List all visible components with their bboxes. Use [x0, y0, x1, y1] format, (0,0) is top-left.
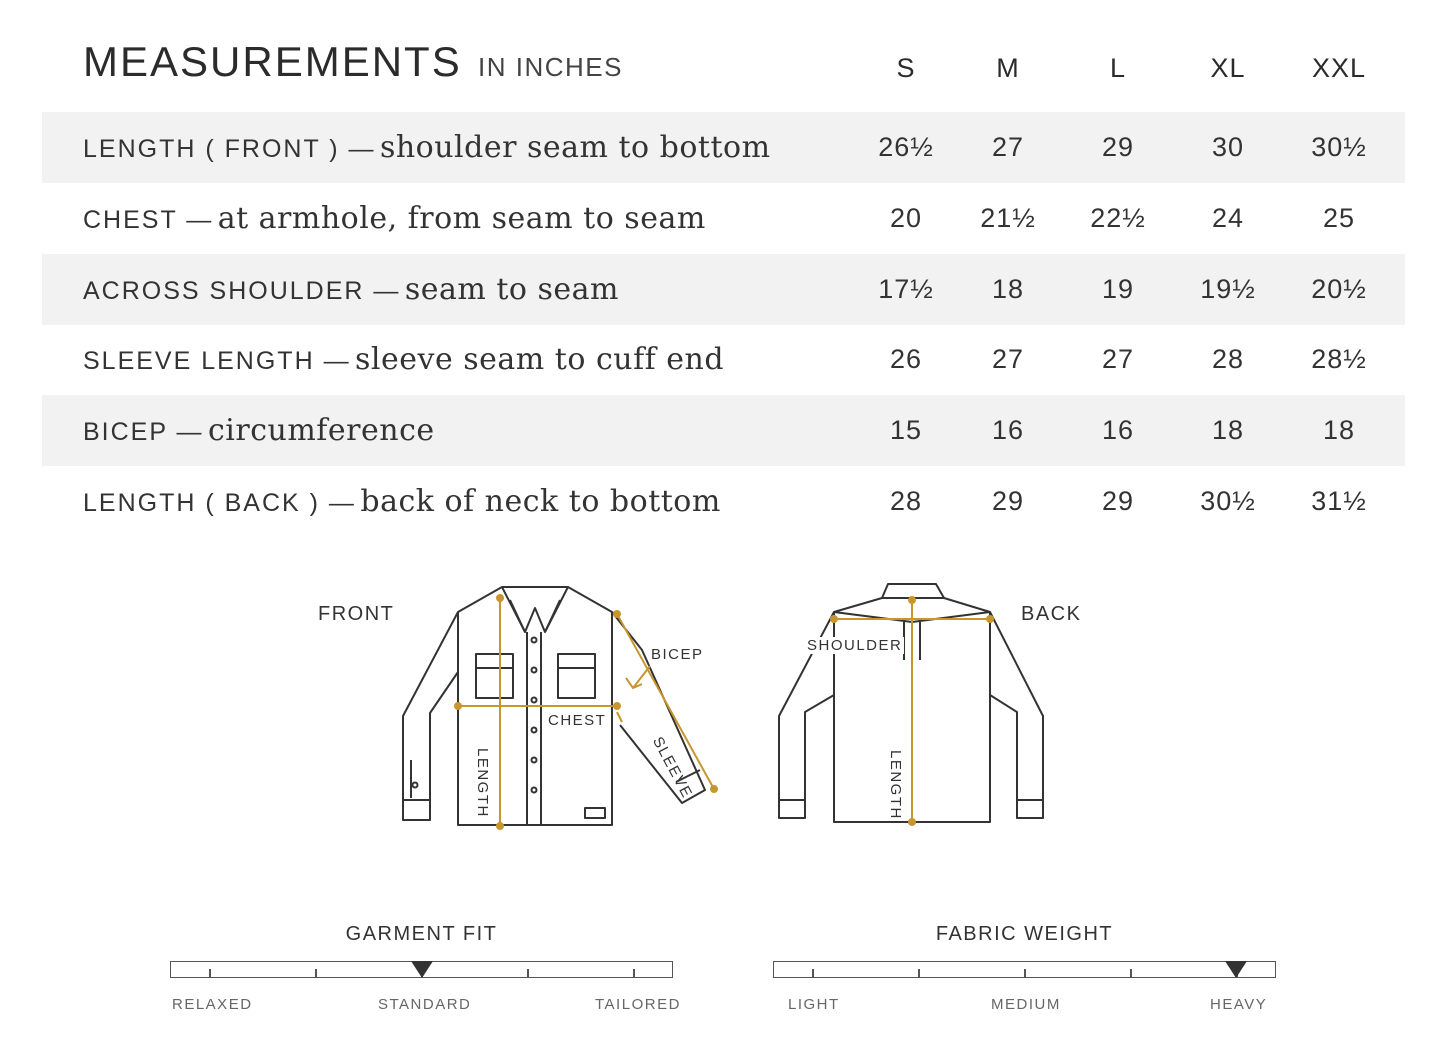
value-s: 28 — [889, 486, 923, 516]
value-xl: 30½ — [1200, 486, 1256, 516]
garment-fit-label-standard: STANDARD — [378, 996, 472, 1013]
value-l: 16 — [1101, 415, 1135, 445]
value-m: 16 — [991, 415, 1025, 445]
value-l: 19 — [1101, 274, 1135, 304]
value-l: 29 — [1101, 486, 1135, 516]
back-length-label: LENGTH — [887, 750, 904, 820]
size-l-header: L — [1109, 53, 1127, 83]
value-xl: 28 — [1211, 344, 1245, 374]
garment-fit-title: GARMENT FIT — [345, 923, 498, 945]
front-label: FRONT — [318, 603, 395, 625]
row-label: ACROSS SHOULDER — seam to seam — [83, 272, 619, 307]
fabric-weight-label-heavy: HEAVY — [1210, 996, 1268, 1013]
value-s: 17½ — [878, 274, 934, 304]
size-s-header: S — [896, 53, 916, 83]
value-l: 22½ — [1090, 203, 1146, 233]
value-m: 21½ — [980, 203, 1036, 233]
fabric-weight-label-medium: MEDIUM — [991, 996, 1061, 1013]
row-label: BICEP — circumference — [83, 413, 435, 448]
value-m: 27 — [991, 132, 1025, 162]
bicep-label: BICEP — [651, 646, 704, 663]
size-m-header: M — [996, 53, 1020, 83]
value-s: 26 — [889, 344, 923, 374]
value-xxl: 20½ — [1311, 274, 1367, 304]
value-l: 29 — [1101, 132, 1135, 162]
value-xxl: 30½ — [1311, 132, 1367, 162]
value-l: 27 — [1101, 344, 1135, 374]
garment-fit-label-relaxed: RELAXED — [172, 996, 253, 1013]
value-m: 18 — [991, 274, 1025, 304]
value-m: 29 — [991, 486, 1025, 516]
value-xxl: 25 — [1322, 203, 1356, 233]
value-s: 15 — [889, 415, 923, 445]
row-label: SLEEVE LENGTH — sleeve seam to cuff end — [83, 342, 725, 377]
back-label: BACK — [1021, 603, 1082, 625]
fabric-weight-title: FABRIC WEIGHT — [935, 923, 1114, 945]
value-xl: 18 — [1211, 415, 1245, 445]
value-xl: 24 — [1211, 203, 1245, 233]
value-xxl: 18 — [1322, 415, 1356, 445]
value-xxl: 31½ — [1311, 486, 1367, 516]
value-s: 26½ — [878, 132, 934, 162]
fabric-weight-label-light: LIGHT — [788, 996, 840, 1013]
value-xl: 19½ — [1200, 274, 1256, 304]
sleeve-label: SLEEVE — [648, 734, 696, 802]
row-label: LENGTH ( BACK ) — back of neck to bottom — [83, 484, 721, 519]
value-xxl: 28½ — [1311, 344, 1367, 374]
shoulder-label: SHOULDER — [807, 637, 903, 654]
back-measure-lines — [831, 597, 993, 825]
chest-label: CHEST — [548, 712, 607, 729]
value-xl: 30 — [1211, 132, 1245, 162]
size-xl-header: XL — [1210, 53, 1246, 83]
value-s: 20 — [889, 203, 923, 233]
page-title: MEASUREMENTS — [83, 38, 462, 85]
garment-fit-label-tailored: TAILORED — [595, 996, 681, 1013]
fabric-weight-marker — [1225, 961, 1247, 978]
row-label: CHEST — at armhole, from seam to seam — [83, 201, 706, 236]
size-xxl-header: XXL — [1311, 53, 1367, 83]
row-label: LENGTH ( FRONT ) — shoulder seam to bottom — [83, 130, 771, 165]
front-length-label: LENGTH — [474, 748, 491, 818]
garment-fit-marker — [411, 961, 433, 978]
units-subtitle: IN INCHES — [478, 52, 623, 82]
value-m: 27 — [991, 344, 1025, 374]
fabric-weight-bar — [773, 961, 1276, 978]
